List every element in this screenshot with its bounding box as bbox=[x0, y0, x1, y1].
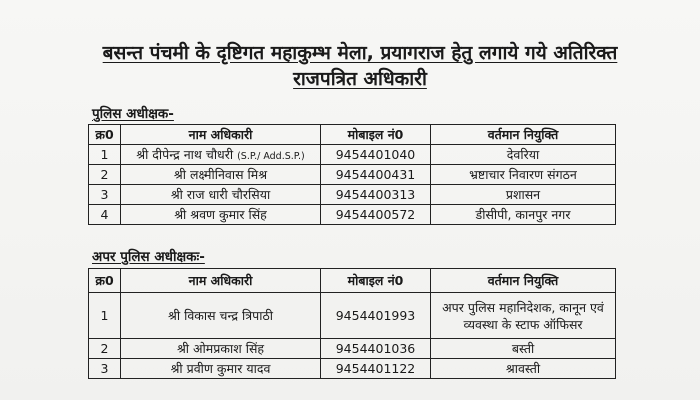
title-line-2: राजपत्रित अधिकारी bbox=[293, 68, 427, 90]
asp-officers-table bbox=[88, 268, 616, 379]
table-row bbox=[89, 339, 616, 359]
col-header-posting: वर्तमान नियुक्ति bbox=[431, 125, 616, 145]
cell-name: श्री प्रवीण कुमार यादव bbox=[121, 359, 321, 379]
cell-posting: श्रावस्ती bbox=[431, 359, 616, 379]
table-row bbox=[89, 145, 616, 165]
table-row bbox=[89, 293, 616, 339]
cell-mobile: 9454401036 bbox=[321, 339, 431, 359]
cell-posting: बस्ती bbox=[431, 339, 616, 359]
cell-mobile: 9454401993 bbox=[321, 293, 431, 339]
cell-posting: डीसीपी, कानपुर नगर bbox=[431, 205, 616, 225]
cell-name: श्री दीपेन्द्र नाथ चौधरी (S.P./ Add.S.P.) bbox=[121, 145, 321, 165]
cell-name: श्री राज धारी चौरसिया bbox=[121, 185, 321, 205]
cell-posting: अपर पुलिस महानिदेशक, कानून एवं व्यवस्था के स्टाफ ऑफिसर bbox=[431, 293, 616, 339]
cell-posting: भ्रष्टाचार निवारण संगठन bbox=[431, 165, 616, 185]
cell-sno: 3 bbox=[89, 185, 121, 205]
cell-mobile: 9454400431 bbox=[321, 165, 431, 185]
cell-sno: 1 bbox=[89, 145, 121, 165]
table-row bbox=[89, 185, 616, 205]
sp-officers-table bbox=[88, 124, 616, 225]
cell-sno: 3 bbox=[89, 359, 121, 379]
col-header-sno: क्र0 bbox=[89, 269, 121, 293]
cell-sno: 1 bbox=[89, 293, 121, 339]
table-header-row bbox=[89, 269, 616, 293]
section-heading-sp: पुलिस अधीक्षक- bbox=[92, 106, 174, 122]
cell-mobile: 9454401040 bbox=[321, 145, 431, 165]
col-header-mobile: मोबाइल नं0 bbox=[321, 269, 431, 293]
section-heading-asp: अपर पुलिस अधीक्षकः- bbox=[92, 249, 205, 265]
col-header-name: नाम अधिकारी bbox=[121, 125, 321, 145]
cell-posting: प्रशासन bbox=[431, 185, 616, 205]
cell-mobile: 9454401122 bbox=[321, 359, 431, 379]
cell-name: श्री ओमप्रकाश सिंह bbox=[121, 339, 321, 359]
cell-sno: 4 bbox=[89, 205, 121, 225]
col-header-mobile: मोबाइल नं0 bbox=[321, 125, 431, 145]
cell-mobile: 9454400572 bbox=[321, 205, 431, 225]
cell-name: श्री विकास चन्द्र त्रिपाठी bbox=[121, 293, 321, 339]
cell-name: श्री लक्ष्मीनिवास मिश्र bbox=[121, 165, 321, 185]
title-line-1: बसन्त पंचमी के दृष्टिगत महाकुम्भ मेला, प्रयागराज हेतु लगाये गये अतिरिक्त bbox=[102, 42, 618, 64]
cell-note: (S.P./ Add.S.P.) bbox=[237, 151, 305, 162]
cell-sno: 2 bbox=[89, 165, 121, 185]
cell-posting: देवरिया bbox=[431, 145, 616, 165]
table-header-row bbox=[89, 125, 616, 145]
cell-mobile: 9454400313 bbox=[321, 185, 431, 205]
cell-sno: 2 bbox=[89, 339, 121, 359]
table-row bbox=[89, 205, 616, 225]
cell-name: श्री श्रवण कुमार सिंह bbox=[121, 205, 321, 225]
col-header-sno: क्र0 bbox=[89, 125, 121, 145]
table-row bbox=[89, 359, 616, 379]
col-header-name: नाम अधिकारी bbox=[121, 269, 321, 293]
col-header-posting: वर्तमान नियुक्ति bbox=[431, 269, 616, 293]
table-row bbox=[89, 165, 616, 185]
